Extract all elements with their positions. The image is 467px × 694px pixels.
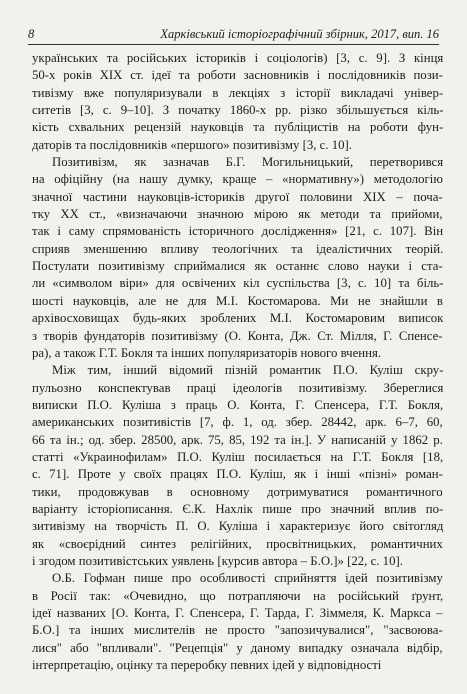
text-line: з творів фундаторів позитивізму (О. Конта, Дж. Ст. Мілля, Г. Спенсе- <box>32 328 443 343</box>
text-line: сприяв зменшенню впливу теологічних та ідеалістичних теорій. <box>32 241 444 256</box>
text-line: тивізму вже популяризували в лекціях з історії викладачі універ- <box>32 85 444 100</box>
text-line: тики, продовжував в основному дотримуватися романтичного <box>32 484 443 499</box>
text-line: ситетів [3, с. 9–10]. З початку 1860-х рр. різко збільшується кіль- <box>32 103 444 118</box>
text-line: ли «символом віри» для освічених кіл суспільства [3, с. 10] та біль- <box>32 276 444 291</box>
text-line: так і саму спрямованість історичного дослідження» [21, с. 107]. Він <box>32 224 444 239</box>
text-line: с. 71]. Проте у своїх працях П.О. Куліш, як і інші «пізні» роман- <box>32 467 443 482</box>
text-line: О.Б. Гофман пише про особливості сприйняття ідей позитивізму <box>52 571 443 586</box>
text-line: Постулати позитивізму сприймалися як останнє слово науки і ста- <box>32 259 443 274</box>
text-line: американських позитивістів [7, ф. 1, од. збер. 28442, арк. 6–7, 60, <box>32 415 443 430</box>
text-line: в Росії так: «Очевидно, що потрапляючи на російський ґрунт, <box>32 588 444 603</box>
text-line: тку XX ст., «визначаючи значною мірою як методи та прийоми, <box>32 207 443 222</box>
text-line: лися" або "впливали". "Рецепція" у даному випадку означала відбір, <box>32 640 443 655</box>
text-line: як «своєрідний синтез релігійних, просвітницьких, романтичних <box>32 536 443 551</box>
text-line: архівосховищах будь-яких зроблених М.І. Костомаровим виписок <box>32 311 444 326</box>
text-line: 50-х років XIX ст. ідеї та роботи засновників і послідовників пози- <box>32 68 443 83</box>
text-line: виписки П.О. Куліша з праць О. Конта, Г. Спенсера, Г.Т. Бокля, <box>32 397 444 412</box>
running-header <box>28 28 439 45</box>
text-line: значної частини науковців-істориків другої половини XIX – поча- <box>32 189 443 204</box>
text-line: ідеї названих [О. Конта, Г. Спенсера, Г. Тарда, Г. Зіммеля, К. Маркса – <box>32 606 443 620</box>
text-line: даторів та послідовників «першого» позитивізму [3, с. 10]. <box>32 137 353 152</box>
text-line: українських та російських істориків і соціологів) [3, с. 9]. З кінця <box>32 51 444 65</box>
text-line: пульозно конспектував праці ідеологів позитивізму. Збереглися <box>32 380 444 395</box>
text-line: Позитивізм, як зазначав Б.Г. Могильницький, перетворився <box>52 155 444 170</box>
text-line: статті «Украинофилам» П.О. Куліш посилається на Г.Т. Бокля [18, <box>32 449 444 464</box>
text-line: на офіційну (на нашу думку, краще – «нормативну») методологію <box>32 172 443 187</box>
text-line: кість схвальних рецензій науковців та публіцистів на роботи фун- <box>32 120 444 135</box>
text-line: і згодом позитивістських уявлень [курсив автора – Б.О.]» [22, с. 10]. <box>32 553 403 568</box>
text-line: 66 та ін.; од. збер. 28500, арк. 75, 85, 192 та ін.]. У написаній у 1862 р. <box>32 432 443 447</box>
text-line: варіанту історіописання. Є.К. Нахлік пише про значний вплив по- <box>32 501 444 516</box>
page-number: 8 <box>28 27 35 41</box>
text-line: шості науковців, але не для М.І. Костомарова. Ми не знайшли в <box>32 293 443 308</box>
text-line: інтерпретацію, оцінку та переробку певних ідей у відповідності <box>32 658 382 673</box>
journal-title: Харківський історіографічний збірник, 2017, вип. 16 <box>160 27 439 41</box>
text-line: зитивізму на творчість П. О. Куліша і характеризує його світогляд <box>32 519 444 534</box>
text-line: Б.О.] та інших мислителів не просто "запозичувалися", "засвоюва- <box>32 623 443 638</box>
text-line: ра), а також Г.Т. Бокля та інших популяризаторів нового вчення. <box>32 345 382 360</box>
text-line: Між тим, інший відомий пізній романтик П.О. Куліш скру- <box>52 363 444 378</box>
body-text <box>32 50 443 674</box>
